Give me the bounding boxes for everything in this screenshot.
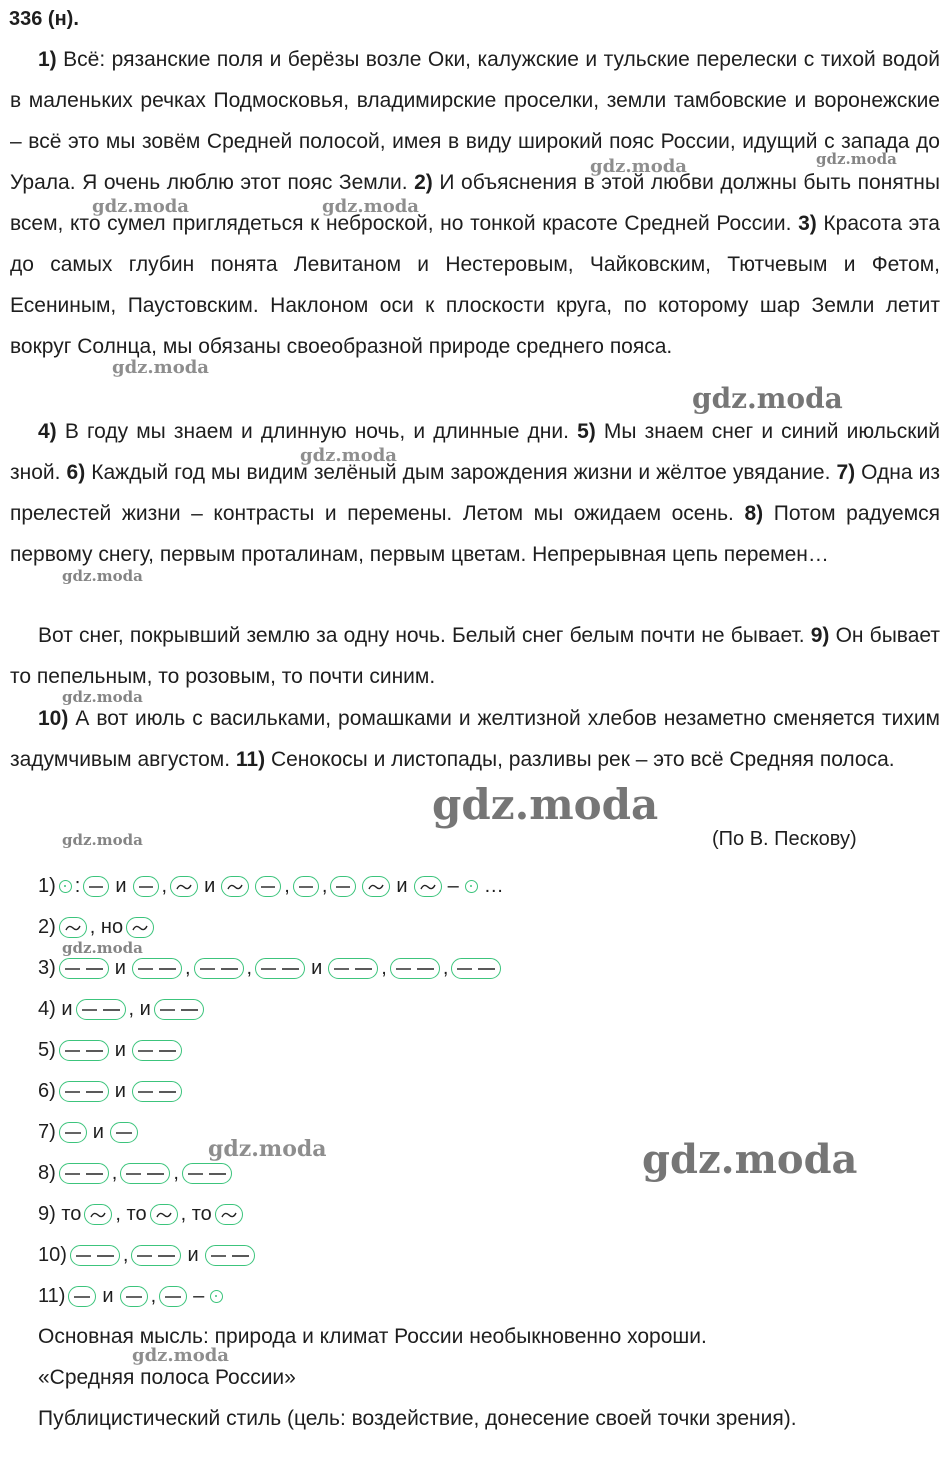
object-oval-icon xyxy=(328,958,378,979)
object-oval-icon xyxy=(70,1245,120,1266)
watermark: gdz.moda xyxy=(590,156,687,177)
object-oval-icon xyxy=(120,1163,170,1184)
scheme-number: 9) то xyxy=(38,1203,82,1225)
object-oval-icon xyxy=(194,958,244,979)
attribute-oval-icon xyxy=(215,1204,243,1225)
object-oval-icon xyxy=(390,958,440,979)
scheme-punct: , xyxy=(184,957,191,979)
text-style: Публицистический стиль (цель: воздействие, донесение своей точки зрения). xyxy=(38,1407,797,1430)
attribute-oval-icon xyxy=(59,917,87,938)
scheme-conj: и xyxy=(204,875,216,897)
attribute-oval-icon xyxy=(221,876,249,897)
attribute-oval-icon xyxy=(170,876,198,897)
sentence-number: 10) xyxy=(38,707,69,730)
sentence-text: А вот июль с васильками, ромашками и желтизной хлебов незаметно сменяется тихим задумчивым августом. xyxy=(10,707,940,771)
object-oval-icon xyxy=(132,1040,182,1061)
source-attribution: (По В. Пескову) xyxy=(712,828,857,850)
scheme-row-11 xyxy=(38,1276,507,1317)
sentence-number: 6) xyxy=(66,461,86,484)
scheme-number: 6) xyxy=(38,1080,56,1102)
subject-oval-icon xyxy=(133,876,159,897)
scheme-number: 4) и xyxy=(38,998,73,1020)
subject-oval-icon xyxy=(83,876,109,897)
watermark: gdz.moda xyxy=(692,382,843,415)
attribute-oval-icon xyxy=(150,1204,178,1225)
scheme-punct: , xyxy=(321,875,328,897)
scheme-conj: , но xyxy=(89,916,124,938)
attribute-oval-icon xyxy=(414,876,442,897)
subject-oval-icon xyxy=(59,1122,87,1143)
sentence-text: Всё: рязанские поля и берёзы возле Оки, калужские и тульские перелески с тихой водой в маленьких речках Подмосковья, владимирские проселки, земли тамбовские и воронежские – всё это мы зовём Средней полосой, имея в виду широкий пояс России, идущий с запада до Урала. Я очень люблю этот пояс Земли. xyxy=(10,48,940,194)
generalizing-word-icon xyxy=(59,880,72,893)
object-oval-icon xyxy=(451,958,501,979)
sentence-number: 1) xyxy=(38,48,57,71)
scheme-conj: и xyxy=(114,1080,126,1102)
scheme-number: 10) xyxy=(38,1244,67,1266)
scheme-punct: , xyxy=(150,1285,157,1307)
sentence-text: Вот снег, покрывший землю за одну ночь. Белый снег белым почти не бывает. xyxy=(38,624,805,647)
sentence-text: Одна из прелестей жизни – контрасты и перемены. Летом мы ожидаем осень. xyxy=(10,461,940,525)
object-oval-icon xyxy=(132,1081,182,1102)
scheme-conj: и xyxy=(102,1285,114,1307)
scheme-conj: и xyxy=(187,1244,199,1266)
watermark: gdz.moda xyxy=(816,150,897,168)
scheme-conj: и xyxy=(114,1039,126,1061)
scheme-row-4 xyxy=(38,989,507,1030)
scheme-row-6 xyxy=(38,1071,507,1112)
sentence-number: 3) xyxy=(798,212,817,235)
object-oval-icon xyxy=(59,1081,109,1102)
object-oval-icon xyxy=(205,1245,255,1266)
scheme-punct: , xyxy=(442,957,449,979)
scheme-row-1 xyxy=(38,866,507,907)
watermark: gdz.moda xyxy=(300,445,397,466)
watermark: gdz.moda xyxy=(132,1345,229,1366)
sentence-text: Потом радуемся первому снегу, первым проталинам, первым цветам. Непрерывная цепь перемен… xyxy=(10,502,941,566)
scheme-row-9 xyxy=(38,1194,507,1235)
scheme-punct: , xyxy=(381,957,387,979)
watermark: gdz.moda xyxy=(62,567,143,585)
main-idea: Основная мысль: природа и климат России необыкновенно хороши. xyxy=(38,1325,707,1348)
scheme-punct: – xyxy=(193,1285,205,1307)
object-oval-icon xyxy=(255,958,305,979)
subject-oval-icon xyxy=(293,876,319,897)
scheme-punct: , xyxy=(161,875,168,897)
object-oval-icon xyxy=(76,999,126,1020)
sentence-text: В году мы знаем и длинную ночь, и длинные дни. xyxy=(64,420,569,443)
object-oval-icon xyxy=(131,1245,181,1266)
scheme-punct: , xyxy=(111,1162,118,1184)
text-paragraph-2 xyxy=(10,411,940,575)
exercise-number: 336 (н). xyxy=(9,8,79,30)
scheme-number: 8) xyxy=(38,1162,56,1184)
scheme-row-5 xyxy=(38,1030,507,1071)
sentence-text: Красота эта до самых глубин понята Левитаном и Нестеровым, Чайковским, Тютчевым и Фетом, Есениным, Паустовским. Наклоном оси к плоскости круга, по которому шар Земли летит вокруг Солнца, мы обязаны своеобразной природе среднего пояса. xyxy=(10,212,940,358)
subject-oval-icon xyxy=(68,1286,96,1307)
object-oval-icon xyxy=(59,958,109,979)
text-title: «Средняя полоса России» xyxy=(38,1366,296,1389)
generalizing-word-icon xyxy=(210,1290,223,1303)
watermark: gdz.moda xyxy=(208,1136,327,1162)
scheme-punct: , xyxy=(173,1162,179,1184)
watermark: gdz.moda xyxy=(642,1136,858,1183)
sentence-text: И объяснения в этой любви должны быть понятны всем, кто сумел приглядеться к неброской, но тонкой красоте Средней России. xyxy=(10,171,940,235)
scheme-punct: , xyxy=(284,875,290,897)
scheme-number: 1) xyxy=(38,875,56,897)
scheme-conj: и xyxy=(115,875,127,897)
watermark: gdz.moda xyxy=(62,831,143,849)
text-paragraph-4 xyxy=(10,698,940,780)
sentence-schemes xyxy=(38,866,507,1317)
sentence-number: 9) xyxy=(810,624,830,647)
object-oval-icon xyxy=(132,958,182,979)
watermark: gdz.moda xyxy=(112,357,209,378)
scheme-conj: и xyxy=(311,957,323,979)
sentence-number: 8) xyxy=(744,502,764,525)
scheme-row-10 xyxy=(38,1235,507,1276)
attribute-oval-icon xyxy=(126,917,154,938)
object-oval-icon xyxy=(154,999,204,1020)
sentence-text: Каждый год мы видим зелёный дым зарождения жизни и жёлтое увядание. xyxy=(91,461,831,484)
scheme-punct: , xyxy=(122,1244,129,1266)
subject-oval-icon xyxy=(330,876,356,897)
subject-oval-icon xyxy=(255,876,281,897)
sentence-number: 7) xyxy=(836,461,856,484)
watermark: gdz.moda xyxy=(432,780,659,829)
watermark: gdz.moda xyxy=(322,196,419,217)
scheme-punct: … xyxy=(483,875,504,897)
scheme-number: 11) xyxy=(38,1285,66,1307)
object-oval-icon xyxy=(59,1040,109,1061)
watermark: gdz.moda xyxy=(92,196,189,217)
sentence-number: 2) xyxy=(414,171,433,194)
scheme-number: 5) xyxy=(38,1039,56,1061)
scheme-punct: – xyxy=(447,875,459,897)
analysis-block xyxy=(38,1316,797,1439)
watermark: gdz.moda xyxy=(62,939,143,957)
scheme-number: 7) xyxy=(38,1121,56,1143)
generalizing-word-icon xyxy=(465,880,478,893)
attribute-oval-icon xyxy=(362,876,390,897)
watermark: gdz.moda xyxy=(62,688,143,706)
sentence-number: 11) xyxy=(235,748,266,771)
text-paragraph-3 xyxy=(10,615,940,697)
attribute-oval-icon xyxy=(84,1204,112,1225)
scheme-punct: : xyxy=(74,875,81,897)
scheme-conj: , то xyxy=(115,1203,147,1225)
sentence-number: 4) xyxy=(38,420,57,443)
scheme-conj: и xyxy=(92,1121,104,1143)
scheme-conj: , и xyxy=(128,998,151,1020)
sentence-number: 5) xyxy=(577,420,596,443)
sentence-text: Он бывает то пепельным, то розовым, то почти синим. xyxy=(10,624,940,688)
sentence-text: Мы знаем снег и синий июльский зной. xyxy=(10,420,940,484)
sentence-text: Сенокосы и листопады, разливы рек – это всё Средняя полоса. xyxy=(270,748,895,771)
scheme-conj: и xyxy=(114,957,126,979)
scheme-punct: , xyxy=(246,957,253,979)
scheme-number: 2) xyxy=(38,916,56,938)
subject-oval-icon xyxy=(120,1286,148,1307)
scheme-conj: и xyxy=(396,875,408,897)
subject-oval-icon xyxy=(110,1122,138,1143)
scheme-conj: , то xyxy=(180,1203,212,1225)
object-oval-icon xyxy=(182,1163,232,1184)
scheme-number: 3) xyxy=(38,957,56,979)
subject-oval-icon xyxy=(159,1286,187,1307)
object-oval-icon xyxy=(59,1163,109,1184)
